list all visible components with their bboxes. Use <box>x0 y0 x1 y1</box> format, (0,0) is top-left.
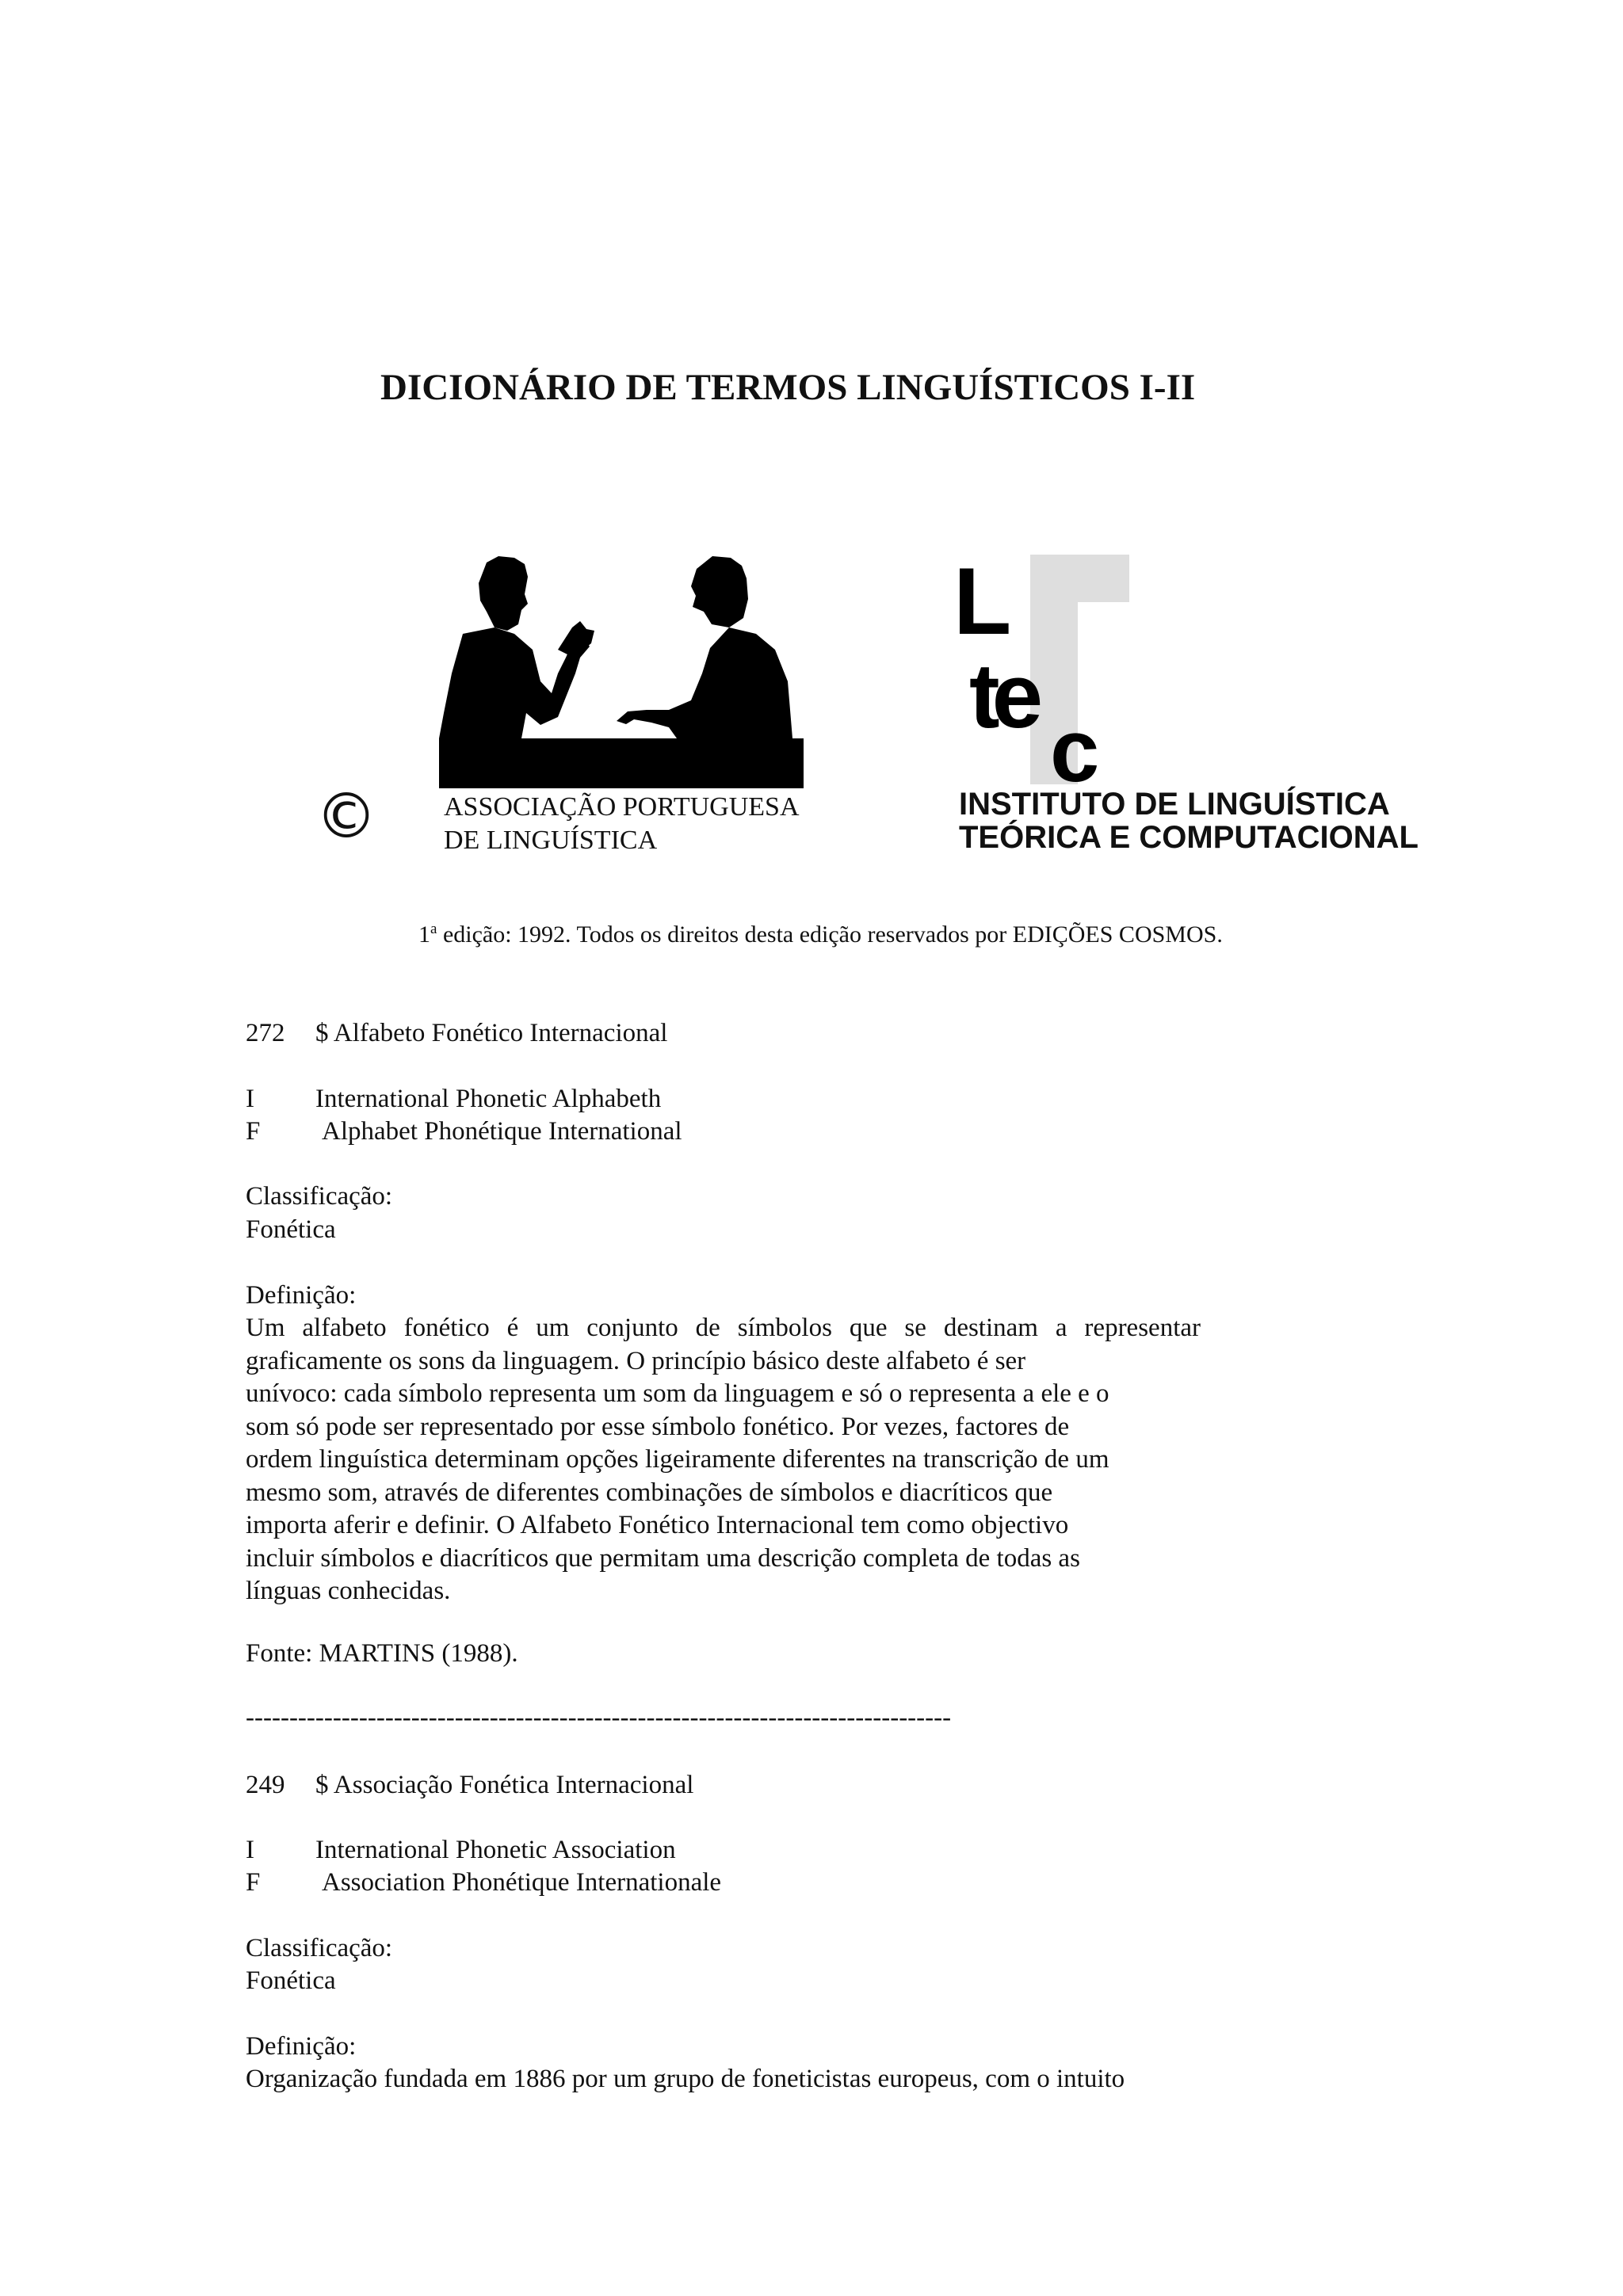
definition-line: incluir símbolos e diacríticos que permitam uma descrição completa de todas as <box>246 1543 1080 1573</box>
edition-notice <box>418 921 1223 948</box>
definition-line: graficamente os sons da linguagem. O princípio básico deste alfabeto é ser <box>246 1346 1026 1375</box>
copyright-symbol: © <box>315 781 377 852</box>
apl-logo-right-head <box>691 556 748 627</box>
iltec-logo-letter-c: c <box>1050 701 1100 800</box>
lang-code-i: I <box>246 1836 254 1864</box>
apl-name-line1: ASSOCIAÇÃO PORTUGUESA <box>444 792 800 822</box>
definition-line: mesmo som, através de diferentes combinações de símbolos e diacríticos que <box>246 1478 1053 1507</box>
translation-term-f: Association Phonétique Internationale <box>322 1868 722 1897</box>
iltec-logo-grey-bar-top <box>1030 555 1129 602</box>
definition-label: Definição: <box>246 2032 357 2061</box>
edition-number: 1 <box>418 921 430 948</box>
translation-term-i: International Phonetic Alphabeth <box>315 1085 662 1113</box>
definition-line: línguas conhecidas. <box>246 1577 451 1605</box>
definition-label: Definição: <box>246 1281 357 1310</box>
lang-code-i: I <box>246 1085 254 1113</box>
entry-heading <box>246 1017 667 1051</box>
entry-term: $ Alfabeto Fonético Internacional <box>315 1019 668 1047</box>
translation-term-i: International Phonetic Association <box>315 1836 676 1864</box>
classification-value: Fonética <box>246 1966 336 1995</box>
page-title: DICIONÁRIO DE TERMOS LINGUÍSTICOS I-II <box>380 367 1196 408</box>
translation-i <box>246 1083 661 1116</box>
entry-number: 249 <box>246 1771 285 1799</box>
translation-f <box>246 1867 721 1900</box>
definition-text <box>246 1312 1201 1608</box>
source-citation: Fonte: MARTINS (1988). <box>246 1639 518 1668</box>
entry-divider: --------------------------------------------------------------------------------- <box>246 1703 952 1732</box>
definition-line: unívoco: cada símbolo representa um som da linguagem e só o representa a ele e o <box>246 1379 1109 1408</box>
iltec-logo-letter-l: L <box>953 548 1012 654</box>
entry-term: $ Associação Fonética Internacional <box>315 1771 694 1799</box>
apl-logo-right-body <box>617 627 792 738</box>
apl-logo-left-hand <box>558 621 594 656</box>
apl-name-line2: DE LINGUÍSTICA <box>444 826 658 855</box>
entry-heading <box>246 1769 693 1802</box>
definition-text <box>246 2063 1125 2096</box>
definition-line: Um alfabeto fonético é um conjunto de símbolos que se destinam a representar <box>246 1314 1201 1342</box>
apl-name <box>444 791 816 857</box>
iltec-name-line2: TEÓRICA E COMPUTACIONAL <box>959 820 1419 855</box>
edition-text: edição: 1992. Todos os direitos desta edição reservados por EDIÇÕES COSMOS. <box>437 921 1223 948</box>
entry-number: 272 <box>246 1019 285 1047</box>
lang-code-f: F <box>246 1868 261 1897</box>
translation-term-f: Alphabet Phonétique International <box>322 1117 682 1146</box>
definition-line: importa aferir e definir. O Alfabeto Fonético Internacional tem como objectivo <box>246 1511 1069 1539</box>
iltec-name-line1: INSTITUTO DE LINGUÍSTICA <box>959 787 1390 822</box>
classification-label: Classificação: <box>246 1934 393 1962</box>
edition-superscript: a <box>430 921 437 937</box>
apl-logo-image <box>439 555 804 788</box>
iltec-logo-image <box>953 548 1137 800</box>
classification-label: Classificação: <box>246 1182 393 1211</box>
apl-logo-table <box>439 738 804 788</box>
iltec-logo-letters-te: te <box>969 644 1036 747</box>
apl-logo-left-head <box>479 556 528 631</box>
iltec-name <box>959 787 1419 855</box>
translation-i <box>246 1834 676 1867</box>
translation-f <box>246 1116 682 1149</box>
classification-value: Fonética <box>246 1215 336 1244</box>
lang-code-f: F <box>246 1117 261 1146</box>
definition-line: ordem linguística determinam opções ligeiramente diferentes na transcrição de um <box>246 1445 1109 1474</box>
definition-line: som só pode ser representado por esse símbolo fonético. Por vezes, factores de <box>246 1412 1070 1441</box>
definition-line: Organização fundada em 1886 por um grupo de foneticistas europeus, com o intuito <box>246 2065 1125 2093</box>
